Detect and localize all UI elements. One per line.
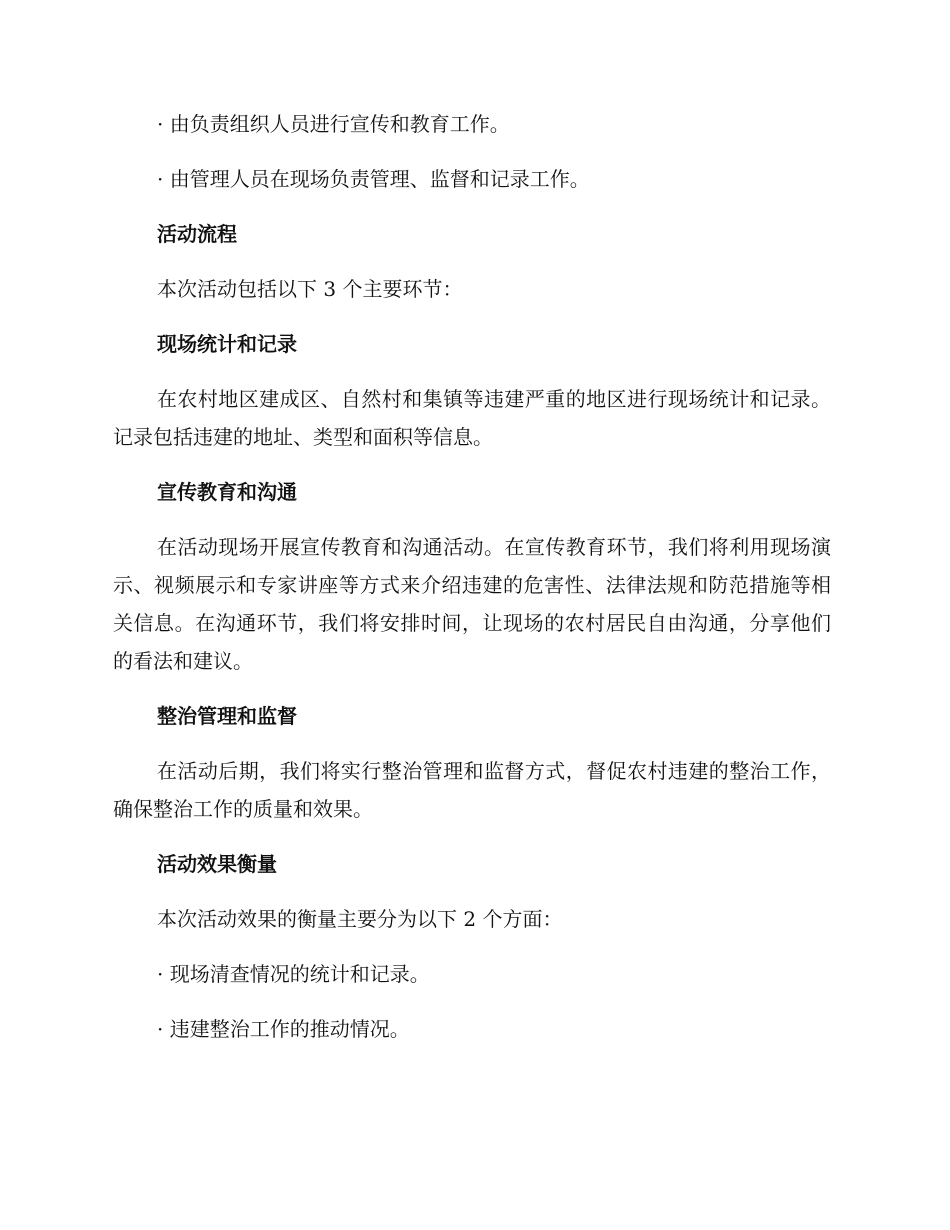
section-heading: 宣传教育和沟通 xyxy=(157,480,297,504)
bullet-item: · 违建整治工作的推动情况。 xyxy=(157,1017,410,1041)
body-paragraph: 在农村地区建成区、自然村和集镇等违建严重的地区进行现场统计和记录。记录包括违建的地址、类型和面积等信息。 xyxy=(113,387,831,449)
document-body xyxy=(113,105,831,1065)
section-heading: 活动流程 xyxy=(157,222,237,246)
bullet-item: · 现场清查情况的统计和记录。 xyxy=(157,962,430,986)
body-paragraph: 在活动现场开展宣传教育和沟通活动。在宣传教育环节，我们将利用现场演示、视频展示和专家讲座等方式来介绍违建的危害性、法律法规和防范措施等相关信息。在沟通环节，我们将安排时间，让现场的农村居民自由沟通，分享他们的看法和建议。 xyxy=(113,535,831,673)
section-heading: 活动效果衡量 xyxy=(157,852,277,876)
section-heading: 整治管理和监督 xyxy=(157,704,297,728)
section-heading: 现场统计和记录 xyxy=(157,332,297,356)
bullet-item: · 由负责组织人员进行宣传和教育工作。 xyxy=(157,112,510,136)
body-paragraph: 本次活动效果的衡量主要分为以下 2 个方面： xyxy=(157,907,563,931)
bullet-item: · 由管理人员在现场负责管理、监督和记录工作。 xyxy=(157,167,590,191)
body-paragraph: 在活动后期，我们将实行整治管理和监督方式，督促农村违建的整治工作，确保整治工作的质量和效果。 xyxy=(113,759,831,821)
body-paragraph: 本次活动包括以下 3 个主要环节： xyxy=(157,277,463,301)
